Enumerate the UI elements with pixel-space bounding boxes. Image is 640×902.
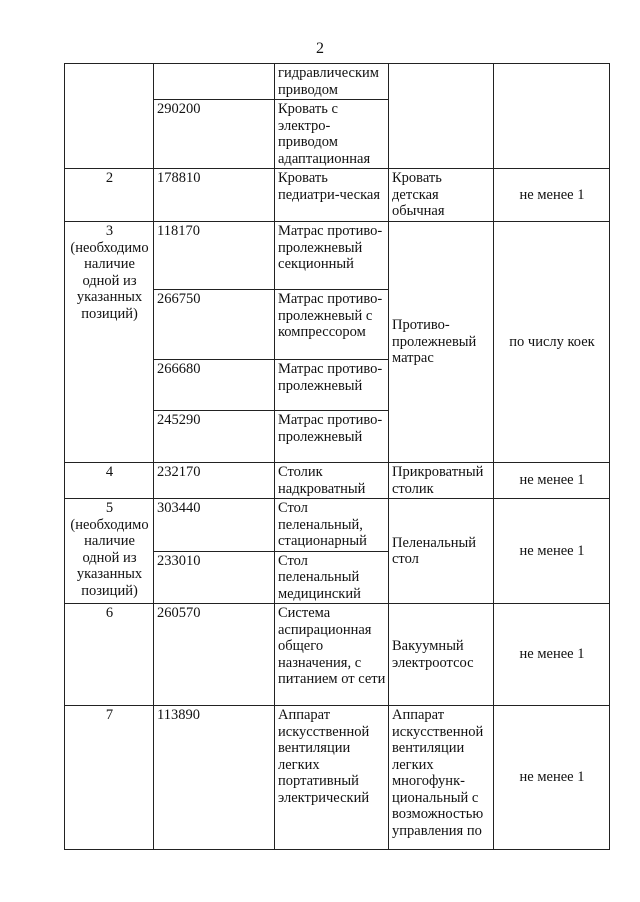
cell-type: Пеленальный стол [389, 499, 494, 604]
table-row [65, 169, 610, 222]
cell-qty: не менее 1 [494, 604, 610, 706]
cell-code: 178810 [154, 169, 275, 222]
cell-name: Матрас противо-пролежневый секционный [275, 222, 389, 290]
cell-name: Столик надкроватный [275, 463, 389, 499]
cell-code [154, 64, 275, 100]
cell-name: Стол пеленальный, стационарный [275, 499, 389, 552]
cell-code: 113890 [154, 706, 275, 850]
cell-type: Противо-пролежневый матрас [389, 222, 494, 463]
cell-name: Матрас противо-пролежневый с компрессором [275, 290, 389, 360]
cell-qty [494, 64, 610, 169]
cell-name: Стол пеленальный медицинский [275, 551, 389, 604]
equipment-table [64, 63, 610, 850]
table-row [65, 604, 610, 706]
cell-type: Прикроватный столик [389, 463, 494, 499]
table-row [65, 499, 610, 552]
cell-num: 7 [65, 706, 154, 850]
cell-code: 233010 [154, 551, 275, 604]
cell-num [65, 64, 154, 169]
cell-type: Вакуумный электроотсос [389, 604, 494, 706]
cell-num: 3 (необходимо наличие одной из указанных позиций) [65, 222, 154, 463]
cell-code: 260570 [154, 604, 275, 706]
table-row [65, 706, 610, 850]
cell-code: 266680 [154, 360, 275, 411]
cell-qty: не менее 1 [494, 706, 610, 850]
cell-type: Аппарат искусственной вентиляции легких многофунк-циональный с возможностью управления по [389, 706, 494, 850]
table-row [65, 463, 610, 499]
cell-code: 232170 [154, 463, 275, 499]
cell-name: гидравлическим приводом [275, 64, 389, 100]
cell-name: Аппарат искусственной вентиляции легких портативный электрический [275, 706, 389, 850]
table-row [65, 222, 610, 290]
cell-name: Кровать с электро-приводом адаптационная [275, 100, 389, 169]
cell-qty: не менее 1 [494, 169, 610, 222]
cell-name: Матрас противо-пролежневый [275, 360, 389, 411]
cell-type [389, 64, 494, 169]
cell-name: Система аспирационная общего назначения, с питанием от сети [275, 604, 389, 706]
cell-code: 245290 [154, 411, 275, 463]
cell-name: Матрас противо-пролежневый [275, 411, 389, 463]
cell-num: 4 [65, 463, 154, 499]
cell-qty: не менее 1 [494, 463, 610, 499]
cell-num: 2 [65, 169, 154, 222]
cell-code: 290200 [154, 100, 275, 169]
table-row [65, 64, 610, 100]
cell-qty: по числу коек [494, 222, 610, 463]
cell-name: Кровать педиатри-ческая [275, 169, 389, 222]
cell-code: 303440 [154, 499, 275, 552]
page-number: 2 [316, 40, 324, 57]
cell-num: 6 [65, 604, 154, 706]
cell-num: 5 (необходимо наличие одной из указанных позиций) [65, 499, 154, 604]
cell-code: 266750 [154, 290, 275, 360]
cell-type: Кровать детская обычная [389, 169, 494, 222]
cell-qty: не менее 1 [494, 499, 610, 604]
cell-code: 118170 [154, 222, 275, 290]
